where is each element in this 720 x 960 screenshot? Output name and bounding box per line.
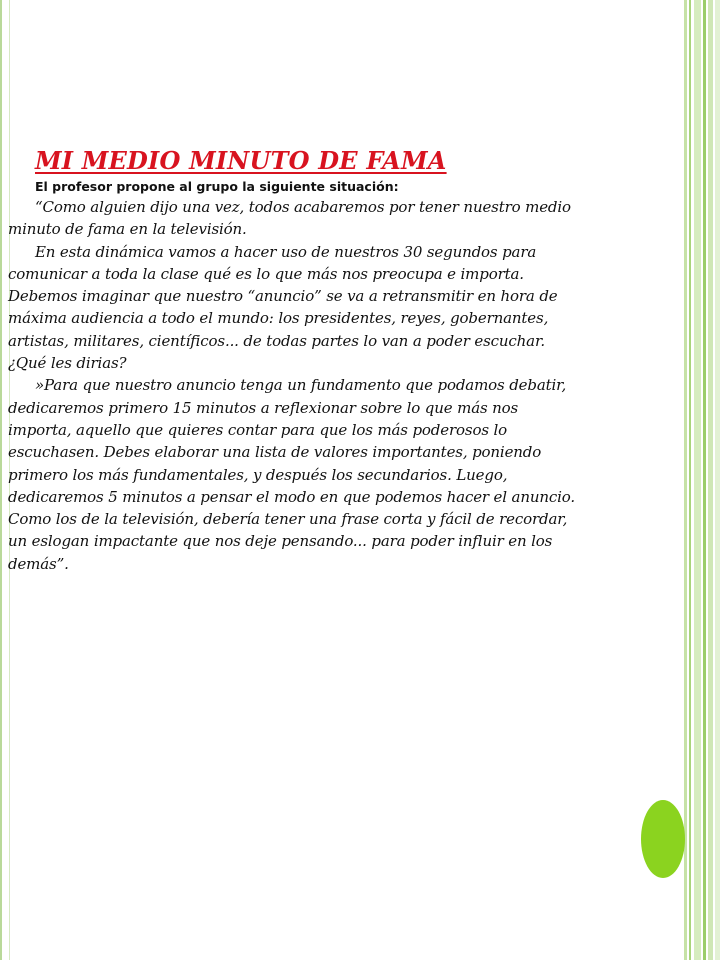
paragraph: “Como alguien dijo una vez, todos acabaremos por tener nuestro medio minuto de fama en la televisión. <box>8 198 571 239</box>
paragraph: En esta dinámica vamos a hacer uso de nuestros 30 segundos para comunicar a toda la clase qué es lo que más nos preocupa e importa. Debemos imaginar que nuestro “anuncio” se va a retransmitir en hora de máxima audiencia a todo el mundo: los presidentes, reyes, gobernantes, artistas, militares, científicos... de todas partes lo van a poder escuchar. ¿Qué les dirias? <box>8 242 558 373</box>
content-block <box>8 146 583 575</box>
paragraph: »Para que nuestro anuncio tenga un fundamento que podamos debatir, dedicaremos primero 15 minutos a reflexionar sobre lo que más nos importa, aquello que quieres contar para que los más poderosos lo escuchasen. Debes elaborar una lista de valores importantes, poniendo primero los más fundamentales, y después los secundarios. Luego, dedicaremos 5 minutos a pensar el modo en que podemos hacer el anuncio. Como los de la televisión, debería tener una frase corta y fácil de recordar, un eslogan impactante que nos deje pensando... para poder influir en los demás”. <box>8 376 576 573</box>
page-title: MI MEDIO MINUTO DE FAMA <box>35 146 447 175</box>
intro-text: El profesor propone al grupo la siguiente situación: <box>35 179 399 194</box>
right-decorative-stripes <box>684 0 720 960</box>
stripe <box>689 0 691 960</box>
stripe <box>715 0 720 960</box>
body-text <box>8 196 583 575</box>
stripe <box>703 0 706 960</box>
stripe <box>708 0 713 960</box>
stripe <box>684 0 687 960</box>
green-oval-decoration <box>641 800 685 878</box>
stripe <box>694 0 701 960</box>
